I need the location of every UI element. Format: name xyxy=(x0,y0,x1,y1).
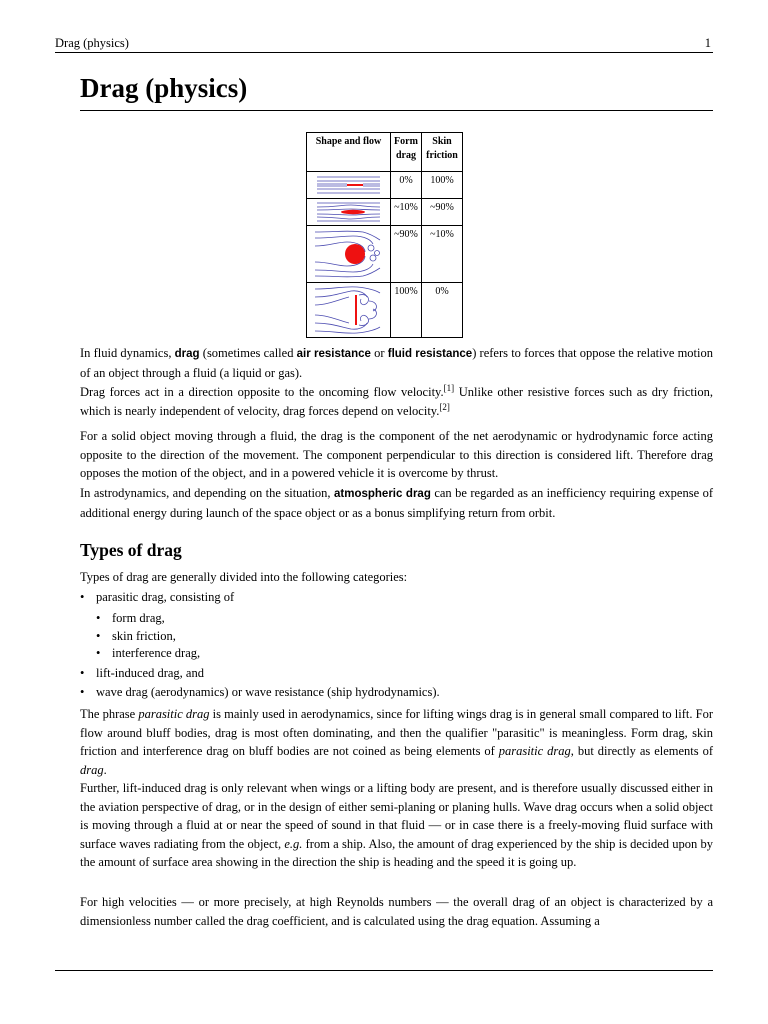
table-row xyxy=(307,226,463,283)
intro-paragraph-1: In fluid dynamics, drag (sometimes called air resistance or fluid resistance) refers to forces that oppose the relative motion of an object through a fluid (a liquid or gas). xyxy=(80,346,713,380)
term-air-resistance: air resistance xyxy=(296,348,371,360)
table-row xyxy=(307,283,463,338)
drag-types-list xyxy=(80,588,713,607)
list-item: • parasitic drag, consisting of xyxy=(80,588,713,607)
running-title: Drag (physics) xyxy=(55,36,129,50)
flat-plate-parallel-diagram xyxy=(307,172,391,199)
term-fluid-resistance: fluid resistance xyxy=(387,348,473,360)
list-item: • form drag, xyxy=(96,610,696,628)
list-item: • interference drag, xyxy=(96,645,696,663)
citation-2[interactable]: [2] xyxy=(439,401,450,412)
intro-paragraph-2: Drag forces act in a direction opposite to the oncoming flow velocity.[1] Unlike other resistive forces such as dry friction, which is nearly independent of velocity, drag forces depend on velocity.[2] xyxy=(80,382,713,418)
intro-paragraph-3: For a solid object moving through a fluid, the drag is the component of the net aerodynamic or hydrodynamic force acting opposite to the direction of the movement. The component perpendicular to this direction is considered lift. Therefore drag opposes the motion of the object, and in a powered vehicle it is overcome by thrust. xyxy=(80,429,713,480)
parasitic-drag-sublist xyxy=(96,610,696,663)
citation-1[interactable]: [1] xyxy=(443,382,455,393)
paragraph-parasitic-drag: The phrase parasitic drag is mainly used in aerodynamics, since for lifting wings drag is in general small compared to lift. For flow around bluff bodies, drag is most often dominating, and then the qualifier "parasitic" is meaningless. Form drag, skin friction and interference drag on bluff bodies are not coined as being elements of parasitic drag, but directly as elements of drag. Further, lift-induced drag is only relevant when wings or a lifting body are present, and is therefore usually discussed either in the aviation perspective of drag, or in the design of either semi-planing or planing hulls. Wave drag occurs when a solid object is moving through a fluid at or near the speed of sound in that fluid — or in case there is a freely-moving fluid surface with surface waves radiating from the object, e.g. from a ship. Also, the amount of drag experienced by the ship is decided upon by the amount of surface area showing in the direction the ship is heading and the speed it is going up. xyxy=(80,707,714,869)
page-number: 1 xyxy=(704,36,711,50)
types-intro: Types of drag are generally divided into the following categories: xyxy=(80,570,408,584)
header-shape-and-flow: Shape and flow xyxy=(307,133,391,172)
list-item: • lift-induced drag, and xyxy=(80,664,713,683)
table-row xyxy=(307,172,463,199)
drag-types-list-continued xyxy=(80,664,713,702)
flat-plate-perpendicular-diagram xyxy=(307,283,391,338)
form-drag-value: 100% xyxy=(391,283,422,338)
sphere-flow-diagram xyxy=(307,226,391,283)
table-row xyxy=(307,199,463,226)
form-drag-value: 0% xyxy=(391,172,422,199)
drag-comparison-table xyxy=(306,132,463,338)
streamlined-body-diagram xyxy=(307,199,391,226)
page-title: Drag (physics) xyxy=(80,70,713,111)
list-item: • skin friction, xyxy=(96,628,696,646)
form-drag-value: ~10% xyxy=(391,199,422,226)
skin-friction-value: ~10% xyxy=(422,226,463,283)
form-drag-value: ~90% xyxy=(391,226,422,283)
skin-friction-value: 0% xyxy=(422,283,463,338)
list-item: • wave drag (aerodynamics) or wave resistance (ship hydrodynamics). xyxy=(80,683,713,702)
term-drag: drag xyxy=(174,348,200,360)
term-atmospheric-drag: atmospheric drag xyxy=(334,488,431,500)
skin-friction-value: 100% xyxy=(422,172,463,199)
section-heading-types-of-drag: Types of drag xyxy=(80,540,182,560)
intro-paragraph-4: In astrodynamics, and depending on the situation, atmospheric drag can be regarded as an inefficiency requiring expense of additional energy during launch of the space object or as a bonus simplifying return from orbit. xyxy=(80,486,714,520)
running-header xyxy=(55,36,713,53)
skin-friction-value: ~90% xyxy=(422,199,463,226)
paragraph-high-velocities: For high velocities — or more precisely, at high Reynolds numbers — the overall drag of an object is characterized by a dimensionless number called the drag coefficient, and is calculated using the drag equation. Assuming a xyxy=(80,895,713,928)
footer-rule xyxy=(55,970,713,971)
header-skin-friction: Skin friction xyxy=(422,133,463,172)
header-form-drag: Form drag xyxy=(391,133,422,172)
